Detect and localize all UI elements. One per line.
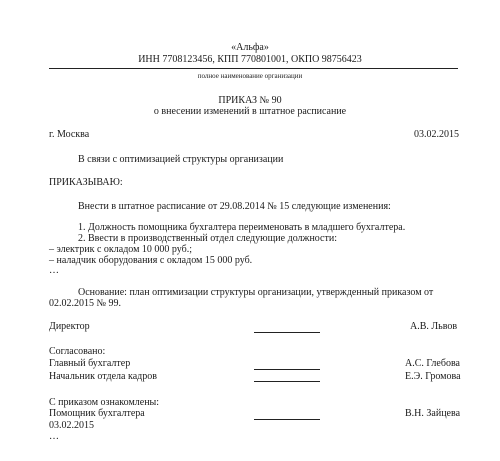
company-ids: ИНН 7708123456, КПП 770801001, ОКПО 98756423	[138, 54, 362, 65]
position-item: – электрик с окладом 10 000 руб.;	[49, 244, 193, 255]
basis-line-2: 02.02.2015 № 99.	[49, 298, 122, 309]
assistant-signature-line	[254, 419, 320, 420]
company-name: «Альфа»	[231, 42, 269, 53]
list-item: 1. Должность помощника бухгалтера переименовать в младшего бухгалтера.	[78, 222, 406, 233]
chief-accountant-label: Главный бухгалтер	[49, 358, 131, 369]
body-ellipsis: …	[49, 265, 59, 276]
acquainted-label: С приказом ознакомлены:	[49, 397, 160, 408]
basis-line-1: Основание: план оптимизации структуры организации, утвержденный приказом от	[78, 287, 434, 298]
lead-text: Внести в штатное расписание от 29.08.2014 № 15 следующие изменения:	[78, 201, 391, 212]
hr-head-name: Е.Э. Громова	[405, 371, 461, 382]
header-rule	[49, 68, 458, 69]
assistant-date: 03.02.2015	[49, 420, 94, 431]
agreed-label: Согласовано:	[49, 346, 106, 357]
order-city: г. Москва	[49, 129, 90, 140]
list-item: 2. Ввести в производственный отдел следующие должности:	[78, 233, 337, 244]
chief-accountant-signature-line	[254, 369, 320, 370]
order-title: ПРИКАЗ № 90	[218, 95, 282, 106]
order-subtitle: о внесении изменений в штатное расписание	[153, 106, 347, 117]
signatures-ellipsis: …	[49, 431, 59, 442]
order-date: 03.02.2015	[414, 129, 459, 140]
name-caption: полное наименование организации	[197, 72, 303, 80]
assistant-name: В.Н. Зайцева	[405, 408, 461, 419]
hr-head-signature-line	[254, 381, 320, 382]
director-name: А.В. Львов	[410, 321, 458, 332]
order-word: ПРИКАЗЫВАЮ:	[49, 177, 123, 188]
position-item: – наладчик оборудования с окладом 15 000 руб.	[49, 255, 253, 266]
assistant-label: Помощник бухгалтера	[49, 408, 145, 419]
director-label: Директор	[49, 321, 90, 332]
intro-text: В связи с оптимизацией структуры организации	[78, 154, 284, 165]
hr-head-label: Начальник отдела кадров	[49, 371, 157, 382]
director-signature-line	[254, 332, 320, 333]
chief-accountant-name: А.С. Глебова	[405, 358, 460, 369]
